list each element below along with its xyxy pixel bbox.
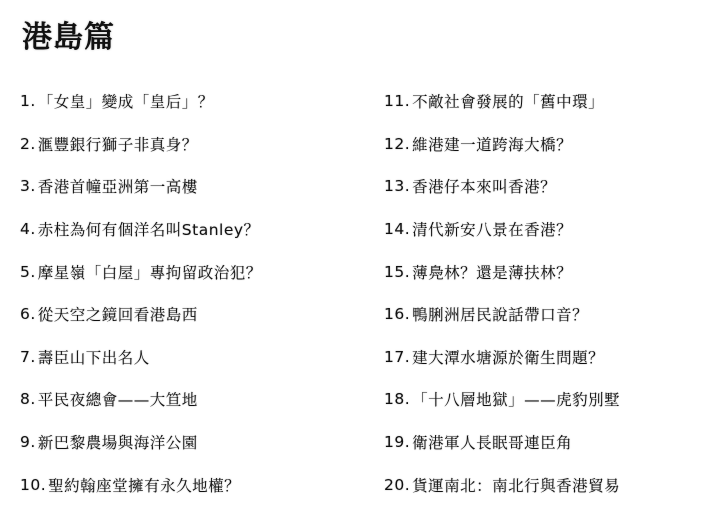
toc-item-title: 赤柱為何有個洋名叫Stanley？ <box>37 221 260 240</box>
toc-item-number: 2. <box>20 134 36 153</box>
toc-item-title: 聖約翰座堂擁有永久地權？ <box>48 476 241 495</box>
toc-item <box>384 293 702 336</box>
toc-item-number: 12. <box>384 134 411 153</box>
toc-item-number: 17. <box>384 347 411 366</box>
toc-item <box>20 421 365 464</box>
toc-item-number: 14. <box>384 220 411 239</box>
toc-item <box>384 123 702 166</box>
toc-item-number: 9. <box>20 433 36 452</box>
toc-item-number: 1. <box>20 92 36 111</box>
toc-item-title: 新巴黎農場與海洋公園 <box>37 434 198 453</box>
toc-item-number: 15. <box>384 262 411 281</box>
toc-item-number: 18. <box>384 390 411 409</box>
toc-item-title: 平民夜總會——大笪地 <box>37 391 198 410</box>
toc-column-right <box>384 80 702 506</box>
toc-item <box>384 378 702 421</box>
toc-item-title: 維港建一道跨海大橋？ <box>412 135 573 154</box>
toc-item-title: 摩星嶺「白屋」專拘留政治犯？ <box>37 263 262 282</box>
toc-item-number: 20. <box>384 475 411 494</box>
toc-item-number: 4. <box>20 220 36 239</box>
toc-item-title: 衛港軍人長眠哥連臣角 <box>412 434 573 453</box>
toc-item-title: 香港仔本來叫香港？ <box>412 178 557 197</box>
toc-item-number: 6. <box>20 305 36 324</box>
toc-item <box>384 165 702 208</box>
toc-item-title: 貨運南北：南北行與香港貿易 <box>412 476 621 495</box>
toc-item-title: 不敵社會發展的「舊中環」 <box>412 93 605 112</box>
toc-item <box>20 293 365 336</box>
toc-item <box>20 123 365 166</box>
toc-item <box>20 80 365 123</box>
toc-item-title: 壽臣山下出名人 <box>37 348 150 367</box>
toc-item <box>384 80 702 123</box>
toc-item-number: 19. <box>384 433 411 452</box>
toc-item-number: 3. <box>20 177 36 196</box>
toc-item <box>20 250 365 293</box>
toc-item-title: 滙豐銀行獅子非真身？ <box>37 135 198 154</box>
toc-item <box>384 421 702 464</box>
toc-item-number: 10. <box>20 475 47 494</box>
toc-item-number: 8. <box>20 390 36 409</box>
toc-item-title: 從天空之鏡回看港島西 <box>37 306 198 325</box>
toc-item-title: 「十八層地獄」——虎豹別墅 <box>412 391 621 410</box>
page-title: 港島篇 <box>22 20 115 55</box>
toc-item-title: 清代新安八景在香港？ <box>412 221 573 240</box>
toc-item <box>20 165 365 208</box>
toc-item-number: 5. <box>20 262 36 281</box>
toc-item-title: 「女皇」變成「皇后」？ <box>37 93 214 112</box>
toc-column-left <box>20 80 365 506</box>
toc-item-title: 鴨脷洲居民說話帶口音？ <box>412 306 589 325</box>
toc-item-number: 7. <box>20 347 36 366</box>
toc-item-number: 13. <box>384 177 411 196</box>
toc-item-number: 16. <box>384 305 411 324</box>
toc-item-title: 香港首幢亞洲第一高樓 <box>37 178 198 197</box>
toc-item-number: 11. <box>384 92 411 111</box>
toc-item <box>384 250 702 293</box>
toc-item <box>20 208 365 251</box>
toc-item <box>384 208 702 251</box>
toc-item-title: 薄鳧林？還是薄扶林？ <box>412 263 573 282</box>
toc-item <box>384 336 702 379</box>
toc-item <box>20 336 365 379</box>
toc-item-title: 建大潭水塘源於衛生問題？ <box>412 348 605 367</box>
toc-item <box>20 378 365 421</box>
